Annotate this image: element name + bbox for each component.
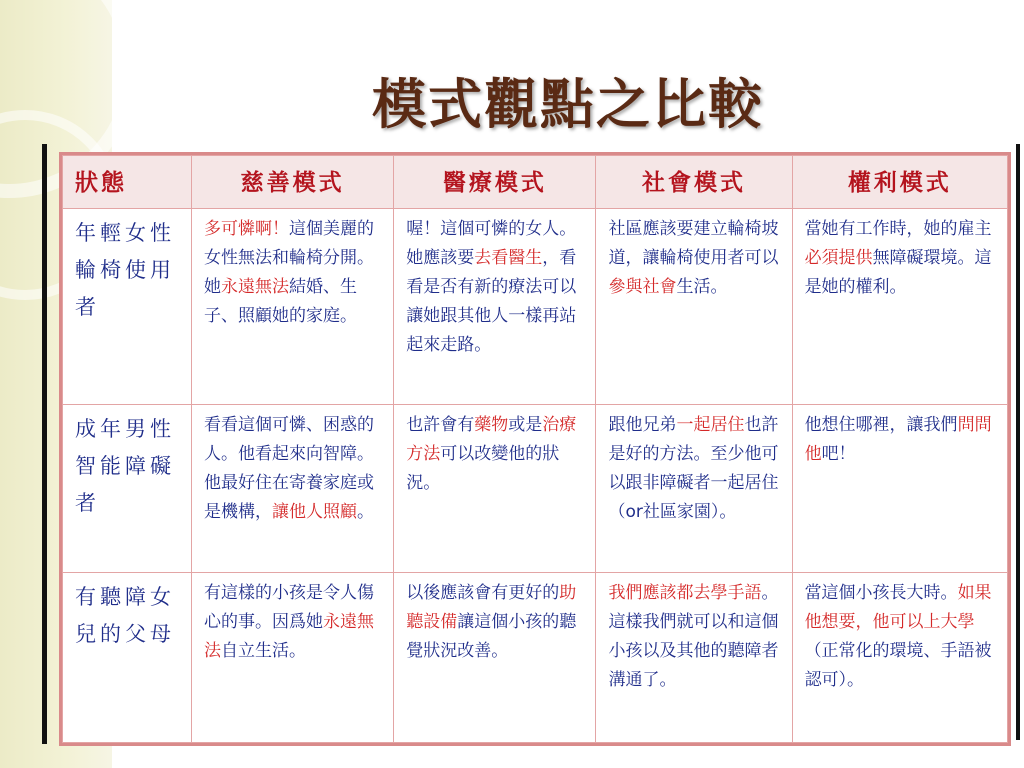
cell-text: 也許是好的方法。至少他可以跟非障礙者一起居住（or社區家園）。 — [608, 415, 779, 522]
header-social-model: 社會模式 — [596, 156, 792, 209]
cell-social — [596, 405, 792, 573]
highlighted-text: 問 — [957, 415, 975, 435]
highlighted-text: 助聽設備 — [406, 583, 577, 632]
cell-rights — [792, 573, 1007, 743]
left-border-bar — [42, 144, 47, 744]
highlighted-text: 永遠無法 — [204, 612, 375, 661]
comparison-table — [62, 155, 1008, 743]
highlighted-text: 如果他想要，他可以上大學 — [804, 583, 992, 632]
cell-rights — [792, 405, 1007, 573]
comparison-table-container — [62, 155, 1008, 741]
cell-text: （正常化的環境、手語被認可）。 — [804, 641, 992, 690]
table-header-row — [63, 156, 1008, 209]
cell-medical — [394, 209, 596, 405]
cell-text: 喔！這個可憐的女人。她應該要 — [406, 219, 577, 268]
right-border-bar — [1016, 144, 1020, 740]
highlighted-text: 去看醫生 — [474, 248, 543, 268]
cell-text: 讓這個小孩的聽覺狀況改善。 — [406, 612, 577, 661]
cell-text: 有這樣的小孩是令人傷心的事。因爲她 — [204, 583, 375, 632]
header-medical-model: 醫療模式 — [394, 156, 596, 209]
highlighted-text: 讓他人照顧 — [272, 502, 358, 522]
cell-social — [596, 573, 792, 743]
header-rights-model: 權利模式 — [792, 156, 1007, 209]
cell-text: 以後應該會有更好的 — [406, 583, 560, 603]
cell-text: 結婚、生子、照顧她的家庭。 — [204, 277, 358, 326]
row-state-label: 成年男性智能障礙者 — [63, 405, 192, 573]
highlighted-text: 問他 — [804, 415, 992, 464]
highlighted-text: 藥物 — [474, 415, 509, 435]
row-state-label: 年輕女性輪椅使用者 — [63, 209, 192, 405]
cell-text: 他想住哪裡，讓我們 — [804, 415, 958, 435]
cell-text: 或是 — [508, 415, 543, 435]
cell-charity — [192, 573, 394, 743]
highlighted-text: 多可憐啊！ — [204, 219, 290, 239]
cell-text: 吧！ — [821, 444, 856, 464]
cell-charity — [192, 405, 394, 573]
highlighted-text: 參與社會 — [608, 277, 677, 297]
row-state-label: 有聽障女兒的父母 — [63, 573, 192, 743]
cell-social — [596, 209, 792, 405]
highlighted-text: 永遠無法 — [221, 277, 290, 297]
cell-rights — [792, 209, 1007, 405]
cell-text: 。這樣我們就可以和這個小孩以及其他的聽障者溝通了。 — [608, 583, 779, 690]
highlighted-text: 必須提供 — [804, 248, 873, 268]
cell-text: 。 — [357, 502, 375, 522]
cell-medical — [394, 405, 596, 573]
table-row — [63, 573, 1008, 743]
cell-text: 自立生活。 — [221, 641, 307, 661]
cell-text: 社區應該要建立輪椅坡道，讓輪椅使用者可以 — [608, 219, 779, 268]
highlighted-text: 我們應該都去學手語 — [608, 583, 762, 603]
slide-title: 模式觀點之比較 — [372, 73, 764, 136]
cell-text: 當她有工作時，她的雇主 — [804, 219, 992, 239]
cell-medical — [394, 573, 596, 743]
highlighted-text: 治療方法 — [406, 415, 577, 464]
cell-text: 無障礙環境。這是她的權利。 — [804, 248, 992, 297]
cell-text: 這個美麗的女性無法和輪椅分開。她 — [204, 219, 375, 297]
cell-text: 看看這個可憐、困惑的人。他看起來向智障。他最好住在寄養家庭或是機構， — [204, 415, 375, 522]
header-state: 狀態 — [63, 156, 192, 209]
cell-text: 當這個小孩長大時。 — [804, 583, 958, 603]
table-row — [63, 209, 1008, 405]
cell-text: 生活。 — [676, 277, 728, 297]
highlighted-text: 一起居住 — [676, 415, 745, 435]
table-row — [63, 405, 1008, 573]
cell-text: 跟他兄弟 — [608, 415, 677, 435]
cell-text: 也許會有 — [406, 415, 475, 435]
cell-text: ，看看是否有新的療法可以讓她跟其他人一樣再站起來走路。 — [406, 248, 577, 355]
cell-text: 可以改變他的狀況。 — [406, 444, 560, 493]
header-charity-model: 慈善模式 — [192, 156, 394, 209]
cell-charity — [192, 209, 394, 405]
